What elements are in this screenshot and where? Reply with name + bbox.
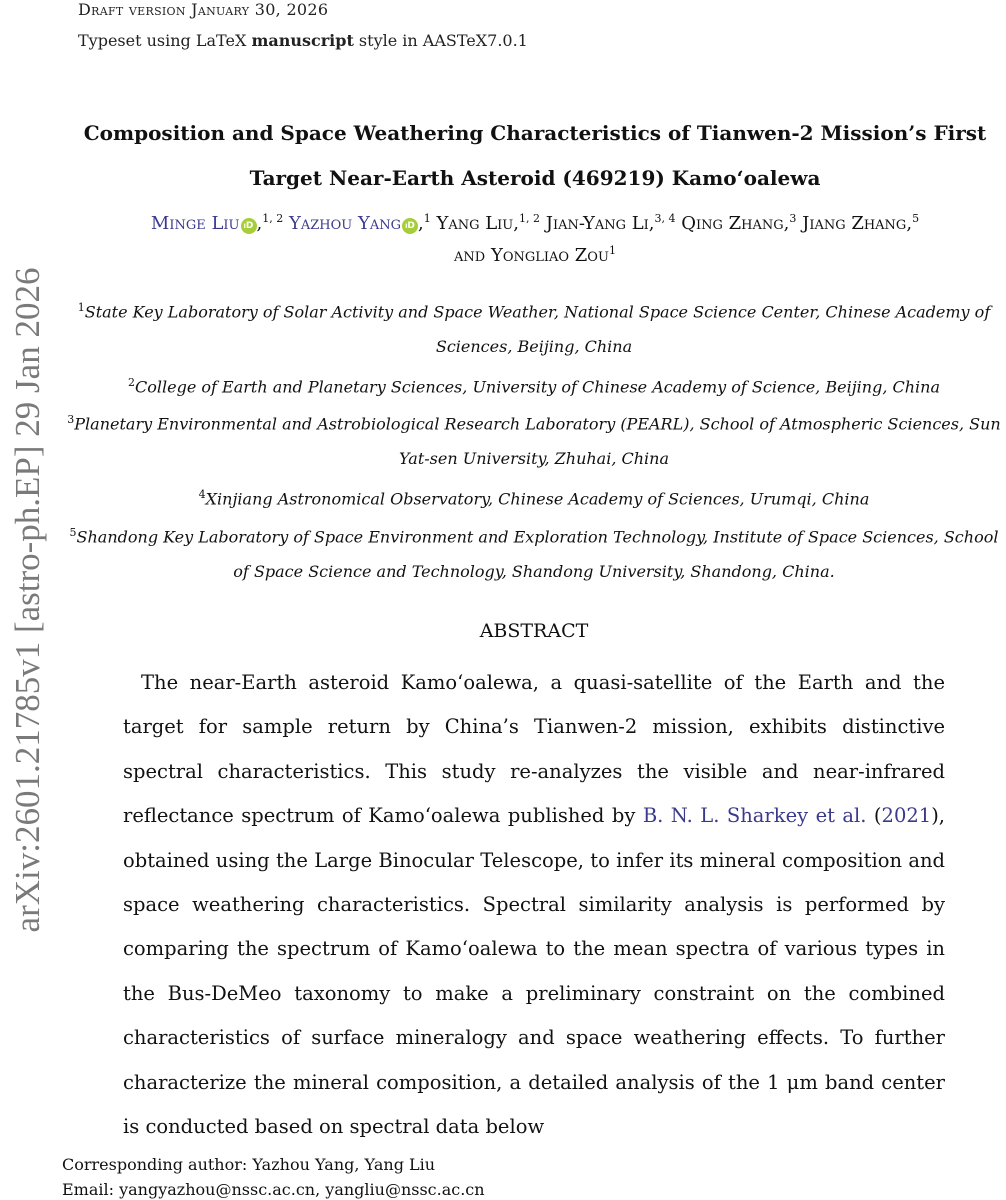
affiliation-1 — [60, 290, 1006, 364]
affiliation-number: 1 — [77, 301, 85, 314]
affiliation-5 — [60, 515, 1006, 589]
affiliation-2 — [60, 365, 1006, 404]
typeset-suffix: style in AASTeX7.0.1 — [353, 31, 528, 50]
citation-year-link[interactable]: 2021 — [881, 804, 932, 828]
affiliation-4 — [60, 477, 1006, 516]
author-affil-sup: 3 — [789, 212, 797, 225]
paper-title-line-2: Target Near-Earth Asteroid (469219) Kamoʻoalewa — [249, 166, 821, 190]
author-and: and — [454, 245, 486, 266]
latex-logo: LaTeX — [195, 31, 247, 50]
author-affil-sup: 1 — [608, 244, 616, 257]
author-jian-yang-li: Jian-Yang Li — [545, 213, 649, 234]
author-list-line-2 — [60, 244, 1006, 266]
author-affil-sup: 1, 2 — [519, 212, 540, 225]
typeset-style: manuscript — [251, 31, 354, 50]
author-affil-sup: 1, 2 — [262, 212, 284, 225]
author-yongliao-zou: Yongliao Zou — [490, 245, 609, 266]
author-email: Email: yangyazhou@nssc.ac.cn, yangliu@nssc.ac.cn — [62, 1180, 485, 1199]
affiliation-number: 2 — [128, 376, 135, 389]
author-minge-liu[interactable]: Minge Liu — [150, 213, 240, 234]
orcid-icon[interactable]: iD — [402, 218, 418, 234]
affiliation-number: 3 — [67, 413, 75, 426]
affiliation-text: Planetary Environmental and Astrobiological Research Laboratory (PEARL), School of Atmospheric Sciences, Sun Yat-sen University, Zhuhai, China — [74, 414, 1001, 469]
corresponding-author: Corresponding author: Yazhou Yang, Yang Liu — [62, 1155, 436, 1174]
affiliation-number: 4 — [198, 488, 206, 501]
author-affil-sup: 1 — [423, 212, 431, 225]
author-list-line-1: Minge Liu iD ,$^{1, 2}$ Yazhou Yang iD ,$^1$ Yang Liu,$^{1, 2}$ Jian-Yang Li,$^{3, 4}$ Qing Zhang,$^3$ Jiang Zhang,$^5$ — [150, 212, 920, 234]
abstract-text-part-2: , obtained using the Large Binocular Telescope, to infer its mineral composition and space weathering characteristics. Spectral similarity analysis is performed by comparing the spectrum of Kamoʻoalewa to the mean spectra of various types in the Bus-DeMeo taxonomy to make a preliminary constraint on the combined characteristics of surface mineralogy and space weathering effects. To further characterize the mineral composition, a detailed analysis of the 1 μm band center is conducted based on spectral data below — [123, 804, 945, 1139]
affiliation-text: Shandong Key Laboratory of Space Environment and Exploration Technology, Institute of Space Sciences, School of Space Science and Technology, Shandong University, Shandong, China. — [76, 527, 999, 582]
affiliation-text: Xinjiang Astronomical Observatory, Chinese Academy of Sciences, Urumqi, China — [205, 489, 870, 509]
draft-version-line: Draft version January 30, 2026 — [78, 0, 329, 19]
orcid-icon[interactable]: iD — [241, 218, 257, 234]
author-yazhou-yang[interactable]: Yazhou Yang — [288, 213, 401, 234]
abstract-heading: ABSTRACT — [479, 620, 589, 642]
citation-authors-link[interactable]: B. N. L. Sharkey et al. — [642, 804, 867, 828]
affiliation-3 — [60, 402, 1006, 476]
abstract-text-part-1: The near-Earth asteroid Kamoʻoalewa, a quasi-satellite of the Earth and the target for sample return by China’s Tianwen-2 mission, exhibits distinctive spectral characteristics. This study re-analyzes the visible and near-infrared reflectance spectrum of Kamoʻoalewa published by — [123, 671, 945, 828]
arxiv-identifier-sidebar: arXiv:2601.21785v1 [astro-ph.EP] 29 Jan 2026 — [8, 267, 47, 933]
author-qing-zhang: Qing Zhang — [681, 213, 784, 234]
typeset-line — [78, 31, 528, 50]
affiliation-text: State Key Laboratory of Solar Activity and Space Weather, National Space Science Center, Chinese Academy of Sciences, Beijing, China — [84, 302, 991, 357]
citation-close-paren: ) — [931, 804, 939, 828]
author-affil-sup: 5 — [912, 212, 920, 225]
affiliation-number: 5 — [69, 526, 77, 539]
typeset-prefix: Typeset using — [78, 31, 196, 50]
author-yang-liu: Yang Liu — [436, 213, 514, 234]
affiliation-text: College of Earth and Planetary Sciences, University of Chinese Academy of Science, Beijing, China — [135, 377, 940, 397]
author-affil-sup: 3, 4 — [654, 212, 676, 225]
author-jiang-zhang: Jiang Zhang — [802, 213, 907, 234]
paper-title-line-1: Composition and Space Weathering Characteristics of Tianwen-2 Mission’s First — [83, 121, 987, 145]
citation-open-paren: ( — [866, 804, 882, 828]
abstract-body — [123, 661, 945, 1149]
